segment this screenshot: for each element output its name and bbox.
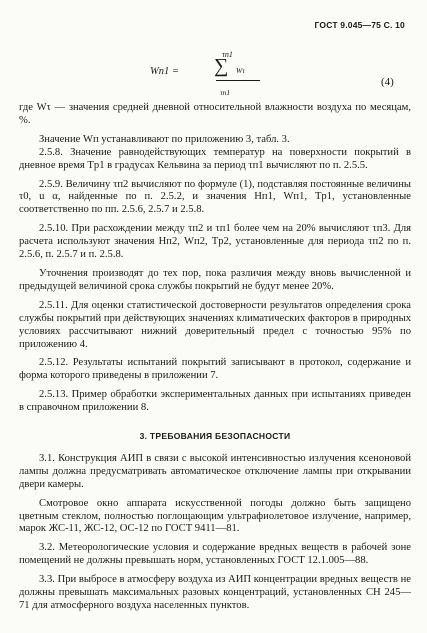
formula-fraction-bar — [216, 80, 260, 81]
formula-denominator: τп1 — [220, 88, 231, 97]
body-text — [19, 102, 411, 613]
paragraph: 2.5.9. Величину τп2 вычисляют по формуле (1), подставляя постоянные величины τ0, u α, найденные по п. 2.5.2, и значения Hп1, Wп1, Tр1, установленные соответственно по пп. 2.5.6, 2.5.7 и 2.5.8. — [19, 178, 411, 216]
paragraph: 2.5.10. При расхождении между τп2 и τп1 более чем на 20% вычисляют τп3. Для расчета используют значения Hп2, Wп2, Tр2, установленные для периода τп2 по п. 2.5.6, п. 2.5.7 и п. 2.5.8. — [19, 223, 411, 261]
page-header: ГОСТ 9.045—75 С. 10 — [314, 20, 405, 30]
paragraph: 3.1. Конструкция АИП в связи с высокой интенсивностью излучения ксеноновой лампы должна предусматривать автоматическое отключение лампы при открывании двери камеры. — [19, 452, 411, 490]
paragraph: 3.3. При выбросе в атмосферу воздуха из АИП концентрации вредных веществ не должны превышать максимальных разовых концентраций, установленных СН 245—71 для атмосферного воздуха населенных пунктов. — [19, 574, 411, 611]
formula-number: (4) — [381, 76, 394, 88]
formula-4 — [150, 50, 410, 96]
paragraph: 2.5.13. Пример обработки экспериментальных данных при испытаниях приведен в справочном приложении 8. — [19, 389, 411, 414]
formula-sum-upper-limit: τп1 — [222, 50, 233, 59]
section-heading: 3. ТРЕБОВАНИЯ БЕЗОПАСНОСТИ — [139, 431, 291, 442]
formula-lhs: Wп1 = — [150, 66, 179, 77]
paragraph: 2.5.8. Значение равнодействующих температур на поверхности покрытий в дневное время Tр1 в градусах Кельвина за период τп1 вычисляют по п. 2.5.5. — [19, 146, 411, 171]
paragraph: где Wτ — значения средней дневной относительной влажности воздуха по месяцам, %. — [19, 102, 411, 126]
paragraph: 2.5.11. Для оценки статистической достоверности результатов определения срока службы покрытий при действующих значениях климатических факторов в природных условиях рассчитывают нижний доверительный предел с точностью 95% по приложению 4. — [19, 299, 411, 350]
paragraph: 2.5.12. Результаты испытаний покрытий записывают в протокол, содержание и форма которого приведены в приложении 7. — [19, 357, 411, 382]
paragraph: 3.2. Метеорологические условия и содержание вредных веществ в рабочей зоне помещений не должны превышать норм, установленных ГОСТ 12.1.005—88. — [19, 542, 411, 567]
formula-sum-symbol: ∑ — [214, 55, 229, 77]
paragraph: Смотровое окно аппарата искусственной погоды должно быть защищено цветным стеклом, полностью поглощающим ультрафиолетовое излучение, например, марок ЖС-11, ЖС-12, ОС-12 по ГОСТ 9411—81. — [19, 497, 411, 535]
paragraph: Значение Wп устанавливают по приложению 3, табл. 3. — [39, 133, 290, 145]
formula-sum-term: Wτ — [236, 66, 245, 75]
paragraph: Уточнения производят до тех пор, пока различия между вновь вычисленной и предыдущей величиной срока службы покрытий не будут менее 20%. — [19, 267, 411, 292]
